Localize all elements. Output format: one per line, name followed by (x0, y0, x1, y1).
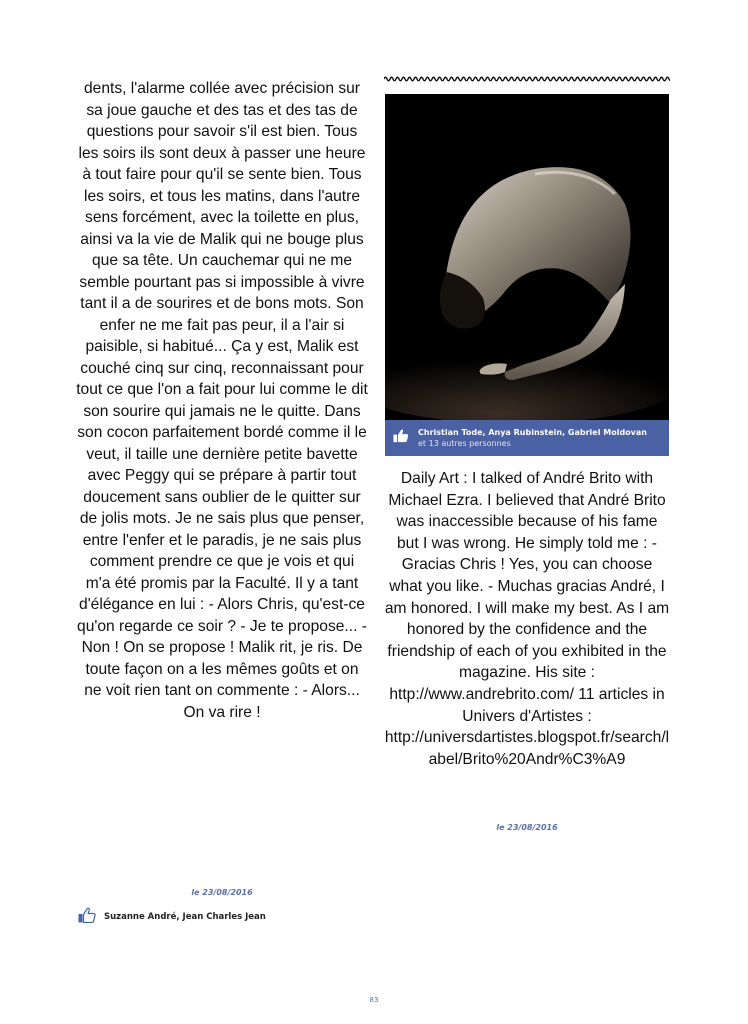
artwork-photo (385, 94, 669, 422)
page-number: 83 (369, 996, 379, 1004)
like-others-count: et 13 autres personnes (418, 439, 511, 448)
wavy-divider (384, 74, 670, 84)
thumbs-up-icon (393, 428, 409, 448)
thumbs-up-icon (78, 907, 96, 928)
left-date: le 23/08/2016 (191, 888, 253, 897)
left-like-row (78, 907, 266, 927)
crouching-figure-image (385, 94, 669, 422)
right-article-text (384, 468, 670, 770)
right-date: le 23/08/2016 (496, 823, 558, 832)
right-paragraph: Daily Art : I talked of André Brito with Michael Ezra. I believed that André Brito was inaccessible because of his fame but I was wrong. He simply told me : - Gracias Chris ! Yes, you can choose what you like. - Muchas gracias André, I am honored. I will make my best. As I am honored by the confidence and the friendship of each of you exhibited in the magazine. His site : http://www.andrebrito.com/ 11 articles in Univers d'Artistes : http://universdartistes.blogspot.fr/search/label/Brito%20Andr%C3%A9 (384, 470, 670, 768)
left-like-names: Suzanne André, Jean Charles Jean (104, 912, 266, 922)
facebook-like-bar (385, 420, 669, 456)
left-article-text (76, 78, 368, 723)
like-names: Christian Tode, Anya Rubinstein, Gabriel Moldovan (418, 428, 647, 437)
left-paragraph: dents, l'alarme collée avec précision sur sa joue gauche et des tas et des tas de questions pour savoir s'il est bien. Tous les soirs ils sont deux à passer une heure à tout faire pour qu'il se sente bien. Tous les soirs, et tous les matins, dans l'autre sens forcément, avec la toilette en plus, ainsi va la vie de Malik qui ne bouge plus que sa tête. Un cauchemar qui ne me semble pourtant pas si impossible à vivre tant il a de sourires et de bons mots. Son enfer ne me fait pas peur, il a l'air si paisible, si habitué... Ça y est, Malik est couché cinq sur cinq, reconnaissant pour tout ce que l'on a fait pour lui comme le dit son sourire qui jamais ne le quitte. Dans son cocon parfaitement bordé comme il le veut, il taille une dernière petite bavette avec Peggy qui se prépare à partir tout doucement sans oublier de le quitter sur de jolis mots. Je ne sais plus que penser, entre l'enfer et le paradis, je ne sais plus comment prendre ce que je vois et qui m'a été promis par la Faculté. Il y a tant d'élégance en lui : - Alors Chris, qu'est-ce qu'on regarde ce soir ? - Je te propose... - Non ! On se propose ! Malik rit, je ris. De toute façon on a les mêmes goûts et on ne voit rien tant on commente : - Alors... On va rire ! (76, 80, 368, 721)
